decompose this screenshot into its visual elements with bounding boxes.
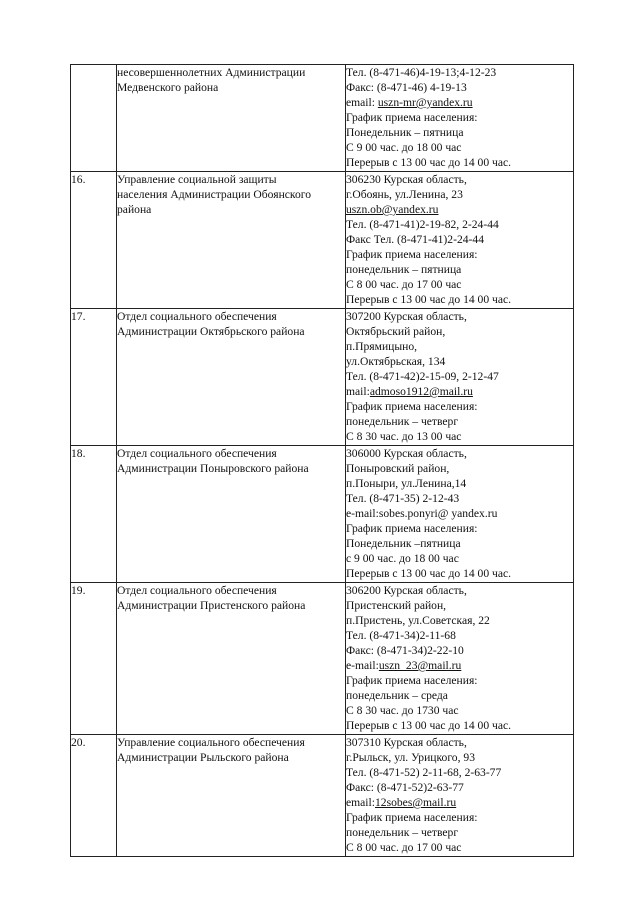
email-prefix: email: [346, 796, 375, 809]
table-row [71, 735, 574, 857]
organization-name [117, 309, 346, 446]
contact-info [346, 583, 574, 735]
contact-line: График приема населения: [346, 248, 478, 261]
contact-info [346, 65, 574, 172]
email-prefix: e-mail: [346, 659, 379, 672]
contact-line: понедельник – четверг [346, 826, 459, 839]
contact-line: п.Поныри, ул.Ленина,14 [346, 477, 467, 490]
table-row [71, 309, 574, 446]
contact-line: Понедельник – пятница [346, 126, 464, 139]
contact-line: С 8 00 час. до 17 00 час [346, 278, 462, 291]
organization-name [117, 735, 346, 857]
contact-line: г.Обоянь, ул.Ленина, 23 [346, 188, 463, 201]
contact-line: С 8 00 час. до 17 00 час [346, 841, 462, 854]
contact-line: 306200 Курская область, [346, 584, 467, 597]
contact-line: 306000 Курская область, [346, 447, 467, 460]
contact-line: График приема населения: [346, 811, 478, 824]
contact-line: п.Пристень, ул.Советская, 22 [346, 614, 490, 627]
contact-line: 306230 Курская область, [346, 173, 467, 186]
contact-line: п.Прямицыно, [346, 340, 418, 353]
contact-line: График приема населения: [346, 111, 478, 124]
contact-line: Тел. (8-471-52) 2-11-68, 2-63-77 [346, 766, 502, 779]
contact-line: С 8 30 час. до 1730 час [346, 704, 459, 717]
contact-info [346, 446, 574, 583]
organization-name-line: населения Администрации Обоянского [117, 188, 312, 201]
email-link[interactable]: uszn.ob@yandex.ru [346, 203, 439, 216]
email-link[interactable]: uszn_23@mail.ru [378, 659, 462, 672]
contact-line: Факс: (8-471-46) 4-19-13 [346, 81, 467, 94]
email-prefix: email: [346, 96, 378, 109]
contact-line: ул.Октябрьская, 134 [346, 355, 446, 368]
row-number: 17. [71, 309, 117, 446]
contact-line: e-mail:sobes.ponyri@ yandex.ru [346, 507, 498, 520]
contact-line: Пристенский район, [346, 599, 447, 612]
organization-name [117, 172, 346, 309]
email-line [346, 658, 573, 673]
row-number [71, 65, 117, 172]
organization-name-line: Администрации Пристенского района [117, 599, 306, 612]
contact-line: Тел. (8-471-35) 2-12-43 [346, 492, 460, 505]
contact-line: Перерыв с 13 00 час до 14 00 час. [346, 567, 512, 580]
contact-line: Перерыв с 13 00 час до 14 00 час. [346, 156, 512, 169]
contact-line: понедельник – четверг [346, 415, 459, 428]
email-link[interactable]: 12sobes@mail.ru [374, 796, 457, 809]
contact-info [346, 172, 574, 309]
organization-name [117, 446, 346, 583]
contact-line: Поныровский район, [346, 462, 450, 475]
contact-line: С 8 30 час. до 13 00 час [346, 430, 462, 443]
contact-line: г.Рыльск, ул. Урицкого, 93 [346, 751, 475, 764]
contact-line: Тел. (8-471-46)4-19-13;4-12-23 [346, 66, 497, 79]
email-line [346, 384, 573, 399]
email-link[interactable]: admoso1912@mail.ru [369, 385, 473, 398]
organization-name-line: Медвенского района [117, 81, 219, 94]
organization-name-line: Отдел социального обеспечения [117, 584, 277, 597]
email-prefix: mail: [346, 385, 370, 398]
organization-name [117, 583, 346, 735]
contact-line: Перерыв с 13 00 час до 14 00 час. [346, 293, 512, 306]
contact-line: с 9 00 час. до 18 00 час [346, 552, 459, 565]
row-number: 18. [71, 446, 117, 583]
contact-line: Перерыв с 13 00 час до 14 00 час. [346, 719, 512, 732]
organization-name-line: Отдел социального обеспечения [117, 310, 277, 323]
contact-line: Октябрьский район, [346, 325, 446, 338]
contacts-table [70, 64, 574, 857]
table-row [71, 583, 574, 735]
contact-line: понедельник – среда [346, 689, 448, 702]
contact-line: График приема населения: [346, 674, 478, 687]
email-line [346, 795, 573, 810]
row-number: 16. [71, 172, 117, 309]
contact-info [346, 735, 574, 857]
organization-name-line: района [117, 203, 152, 216]
email-link[interactable]: uszn-mr@yandex.ru [377, 96, 473, 109]
row-number: 19. [71, 583, 117, 735]
email-line [346, 202, 573, 217]
contact-line: Тел. (8-471-41)2-19-82, 2-24-44 [346, 218, 499, 231]
organization-name-line: несовершеннолетних Администрации [117, 66, 306, 79]
contact-line: Тел. (8-471-42)2-15-09, 2-12-47 [346, 370, 499, 383]
table-row [71, 446, 574, 583]
contact-line: Тел. (8-471-34)2-11-68 [346, 629, 456, 642]
organization-name-line: Управление социального обеспечения [117, 736, 305, 749]
contact-line: Факс: (8-471-34)2-22-10 [346, 644, 464, 657]
organization-name-line: Управление социальной защиты [117, 173, 277, 186]
organization-name-line: Администрации Октябрьского района [117, 325, 305, 338]
contact-line: С 9 00 час. до 18 00 час [346, 141, 462, 154]
contact-line: График приема населения: [346, 522, 478, 535]
table-row [71, 172, 574, 309]
organization-name [117, 65, 346, 172]
row-number: 20. [71, 735, 117, 857]
contact-line: График приема населения: [346, 400, 478, 413]
organization-name-line: Администрации Поныровского района [117, 462, 309, 475]
contact-line: 307310 Курская область, [346, 736, 467, 749]
contact-line: Факс Тел. (8-471-41)2-24-44 [346, 233, 484, 246]
organization-name-line: Отдел социального обеспечения [117, 447, 277, 460]
contact-line: Факс: (8-471-52)2-63-77 [346, 781, 464, 794]
contact-line: понедельник – пятница [346, 263, 462, 276]
contact-line: Понедельник –пятница [346, 537, 461, 550]
table-row [71, 65, 574, 172]
organization-name-line: Администрации Рыльского района [117, 751, 289, 764]
contact-info [346, 309, 574, 446]
email-line [346, 95, 573, 110]
contact-line: 307200 Курская область, [346, 310, 467, 323]
